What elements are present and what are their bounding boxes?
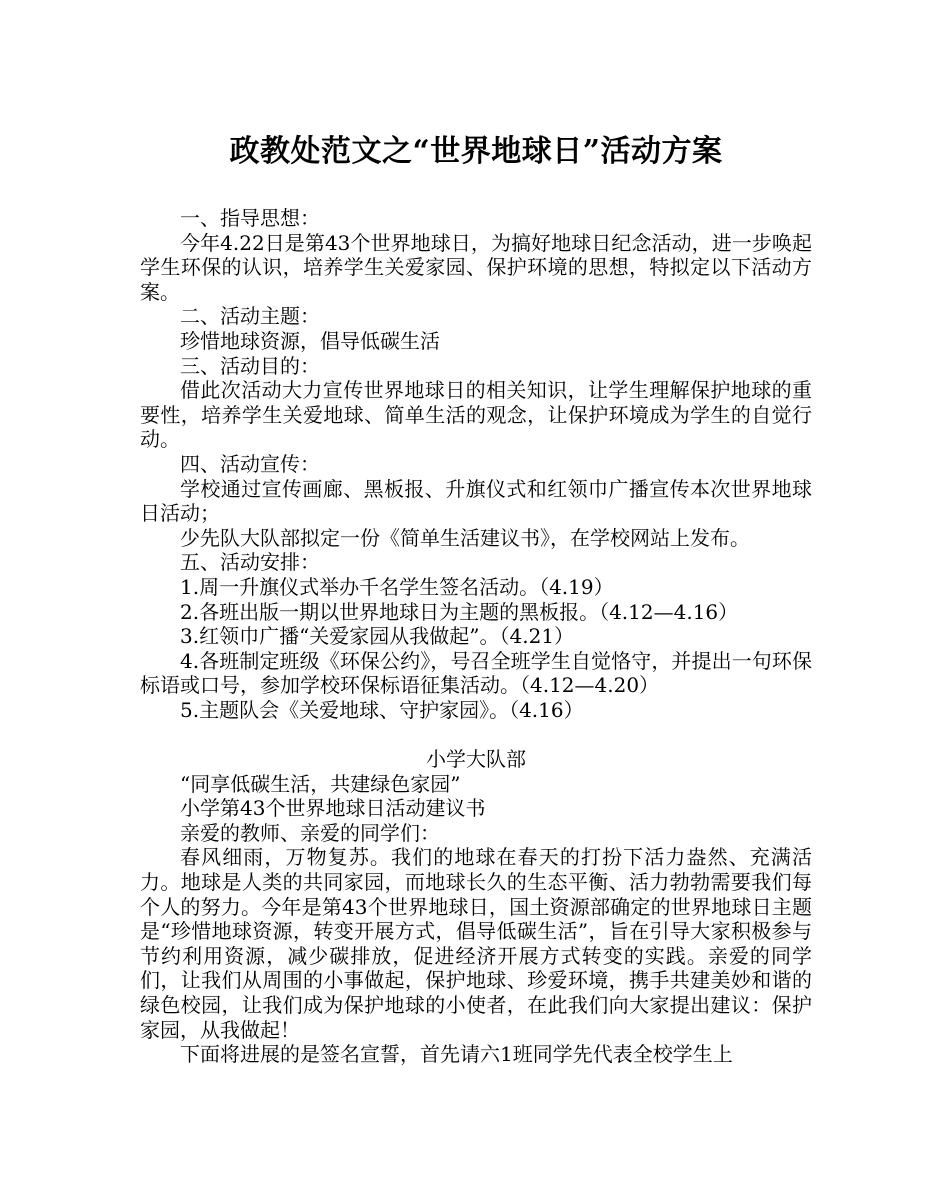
proposal-salutation: 亲爱的教师、亲爱的同学们：	[180, 820, 440, 845]
document-title: 政教处范文之“世界地球日”活动方案	[229, 134, 723, 169]
proposal-continuation: 下面将进展的是签名宣誓，首先请六1班同学先代表全校学生上	[180, 1042, 733, 1067]
section-heading-theme: 二、活动主题：	[180, 304, 320, 329]
proposal-body: 春风细雨，万物复苏。我们的地球在春天的打扮下活力盎然、充满活力。地球是人类的共同家园，而地球长久的生态平衡、活力勃勃需要我们每个人的努力。今年是第43个世界地球日，国土资源部确定的世界地球日主题是“珍惜地球资源，转变开展方式，倡导低碳生活”，旨在引导大家积极参与节约利用资源，减少碳排放，促进经济开展方式转变的实践。亲爱的同学们，让我们从周围的小事做起，保护地球、珍爱环境，携手共建美妙和谐的绿色校园，让我们成为保护地球的小使者，在此我们向大家提出建议：保护家园，从我做起！	[140, 845, 812, 1042]
arrangement-item-3: 3.红领巾广播“关爱家园从我做起”。（4.21）	[180, 624, 575, 649]
paragraph-theme: 珍惜地球资源，倡导低碳生活	[180, 328, 440, 353]
document-page	[140, 130, 812, 1067]
section-heading-purpose: 三、活动目的：	[180, 353, 320, 378]
section-heading-guiding-thought: 一、指导思想：	[180, 206, 320, 230]
signature: 小学大队部	[426, 747, 526, 772]
arrangement-item-2: 2.各班出版一期以世界地球日为主题的黑板报。（4.12—4.16）	[180, 599, 739, 624]
section-heading-publicity: 四、活动宣传：	[180, 451, 320, 476]
paragraph-guiding-thought: 今年4.22日是第43个世界地球日，为搞好地球日纪念活动，进一步唤起学生环保的认识，培养学生关爱家园、保护环境的思想，特拟定以下活动方案。	[140, 230, 812, 304]
paragraph-publicity-1: 学校通过宣传画廊、黑板报、升旗仪式和红领巾广播宣传本次世界地球日活动；	[140, 476, 812, 526]
proposal-slogan: “同享低碳生活，共建绿色家园”	[180, 771, 461, 796]
arrangement-item-5: 5.主题队会《关爱地球、守护家园》。（4.16）	[180, 697, 584, 722]
paragraph-purpose: 借此次活动大力宣传世界地球日的相关知识，让学生理解保护地球的重要性，培养学生关爱地球、简单生活的观念，让保护环境成为学生的自觉行动。	[140, 378, 812, 452]
arrangement-item-1: 1.周一升旗仪式举办千名学生签名活动。（4.19）	[180, 574, 614, 599]
arrangement-item-4: 4.各班制定班级《环保公约》，号召全班学生自觉恪守，并提出一句环保标语或口号，参加学校环保标语征集活动。（4.12—4.20）	[140, 648, 812, 698]
paragraph-publicity-2: 少先队大队部拟定一份《简单生活建议书》，在学校网站上发布。	[180, 525, 750, 550]
proposal-title: 小学第43个世界地球日活动建议书	[180, 796, 486, 821]
blank-line	[140, 722, 812, 747]
section-heading-arrangement: 五、活动安排：	[180, 550, 320, 575]
